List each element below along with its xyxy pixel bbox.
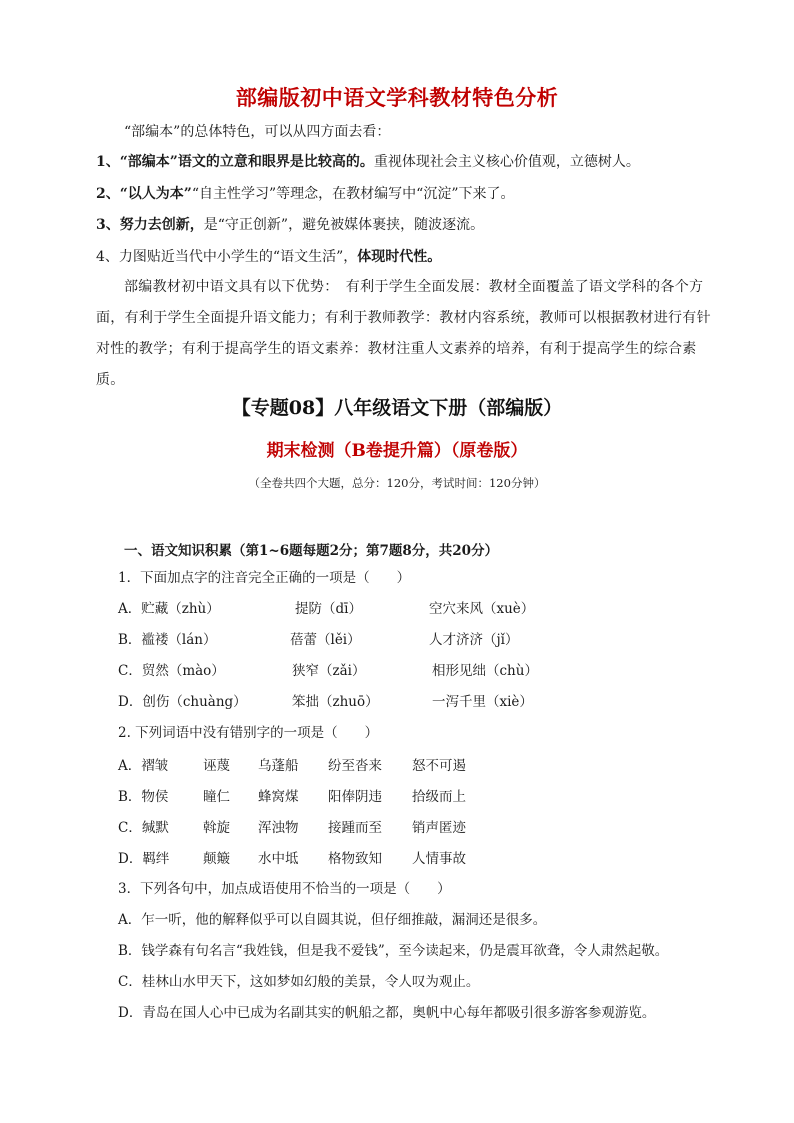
q1-a-2: 提防（dī） bbox=[295, 601, 362, 617]
q2-d-1: D．羁绊 bbox=[118, 851, 170, 867]
point-2 bbox=[96, 184, 515, 204]
point-2-bold: 2、“以人为本” bbox=[96, 186, 192, 202]
q3-option-b: B．钱学森有句名言“我姓钱，但是我不爱钱”，至今读起来，仍是震耳欲聋，令人肃然起敬。 bbox=[118, 943, 669, 959]
point-1-rest: 重视体现社会主义核心价值观，立德树人。 bbox=[373, 154, 640, 170]
q1-b-3: 人才济济（jǐ） bbox=[429, 632, 519, 648]
q1-c-2: 狭窄（zǎi） bbox=[292, 663, 366, 679]
q2-b-2: 瞳仁 bbox=[203, 789, 230, 805]
q2-d-4: 格物致知 bbox=[328, 851, 382, 867]
advantage-text: 部编教材初中语文具有以下优势： 有利于学生全面发展：教材全面覆盖了语文学科的各个方面，有利于学生全面提升语文能力；有利于教师教学：教材内容系统，教师可以根据教材进行有针对性的教学；有利于提高学生的语文素养：教材注重人文素养的培养，有利于提高学生的综合素质。 bbox=[96, 279, 711, 388]
advantage-paragraph bbox=[96, 272, 716, 396]
q1-d-2: 笨拙（zhuō） bbox=[292, 694, 379, 710]
q3-option-d: D．青岛在国人心中已成为名副其实的帆船之都，奥帆中心每年都吸引很多游客参观游览。 bbox=[118, 1005, 656, 1021]
section-1-heading: 一、语文知识积累（第1~6题每题2分；第7题8分，共20分） bbox=[124, 543, 499, 559]
q1-d-3: 一泻千里（xiè） bbox=[432, 694, 533, 710]
q3-option-c: C．桂林山水甲天下，这如梦如幻般的美景，令人叹为观止。 bbox=[118, 974, 480, 990]
q2-d-2: 颠簸 bbox=[203, 851, 230, 867]
q2-d-3: 水中坻 bbox=[258, 851, 299, 867]
q2-c-3: 浑浊物 bbox=[258, 820, 299, 836]
q2-c-1: C．缄默 bbox=[118, 820, 169, 836]
q2-b-4: 阳俸阴违 bbox=[328, 789, 382, 805]
document-title: 部编版初中语文学科教材特色分析 bbox=[235, 86, 559, 110]
point-3 bbox=[96, 215, 484, 235]
q1-d-1: D．创伤（chuàng） bbox=[118, 694, 247, 710]
point-3-rest: 是“守正创新”，避免被媒体裹挟，随波逐流。 bbox=[203, 217, 485, 233]
q2-d-5: 人情事故 bbox=[412, 851, 466, 867]
q1-a-1: A．贮藏（zhù） bbox=[118, 601, 220, 617]
point-4 bbox=[96, 247, 441, 267]
q1-stem: 1．下面加点字的注音完全正确的一项是（ ） bbox=[118, 570, 411, 586]
q1-a-3: 空穴来风（xuè） bbox=[429, 601, 535, 617]
q2-b-1: B．物侯 bbox=[118, 789, 169, 805]
q1-b-1: B．褴褛（lán） bbox=[118, 632, 217, 648]
q3-stem: 3．下列各句中，加点成语使用不恰当的一项是（ ） bbox=[118, 881, 451, 897]
q2-b-3: 蜂窝煤 bbox=[258, 789, 299, 805]
q2-c-2: 斡旋 bbox=[203, 820, 230, 836]
point-3-bold: 3、努力去创新， bbox=[96, 217, 204, 233]
q2-c-4: 接踵而至 bbox=[328, 820, 382, 836]
q2-a-4: 纷至沓来 bbox=[328, 758, 382, 774]
q2-a-2: 诬蔑 bbox=[203, 758, 230, 774]
point-1-bold: 1、“部编本”语文的立意和眼界是比较高的。 bbox=[96, 154, 374, 170]
q1-b-2: 蓓蕾（lěi） bbox=[290, 632, 361, 648]
exam-subtitle: 期末检测（B卷提升篇）（原卷版） bbox=[266, 441, 528, 461]
q3-option-a: A．乍一听，他的解释似乎可以自圆其说，但仔细推敲，漏洞还是很多。 bbox=[118, 912, 547, 928]
point-4-tail: 体现时代性。 bbox=[357, 249, 442, 265]
point-4-rest: 4、力图贴近当代中小学生的“语文生活”， bbox=[96, 249, 358, 265]
exam-title: 【专题08】八年级语文下册（部编版） bbox=[231, 397, 563, 419]
q1-c-3: 相形见绌（chù） bbox=[432, 663, 538, 679]
point-2-rest: “自主性学习”等理念，在教材编写中“沉淀”下来了。 bbox=[191, 186, 515, 202]
q2-b-5: 拾级而上 bbox=[412, 789, 466, 805]
q2-a-5: 怒不可遏 bbox=[412, 758, 466, 774]
point-1 bbox=[96, 152, 640, 172]
q2-c-5: 销声匿迹 bbox=[412, 820, 466, 836]
intro-line: “部编本”的总体特色，可以从四方面去看： bbox=[124, 124, 391, 140]
exam-note: （全卷共四个大题，总分：120分，考试时间：120分钟） bbox=[248, 476, 546, 490]
q2-stem: 2. 下列词语中没有错别字的一项是（ ） bbox=[118, 725, 379, 741]
q2-a-1: A．褶皱 bbox=[118, 758, 169, 774]
q1-c-1: C．贸然（mào） bbox=[118, 663, 225, 679]
q2-a-3: 乌蓬船 bbox=[258, 758, 299, 774]
